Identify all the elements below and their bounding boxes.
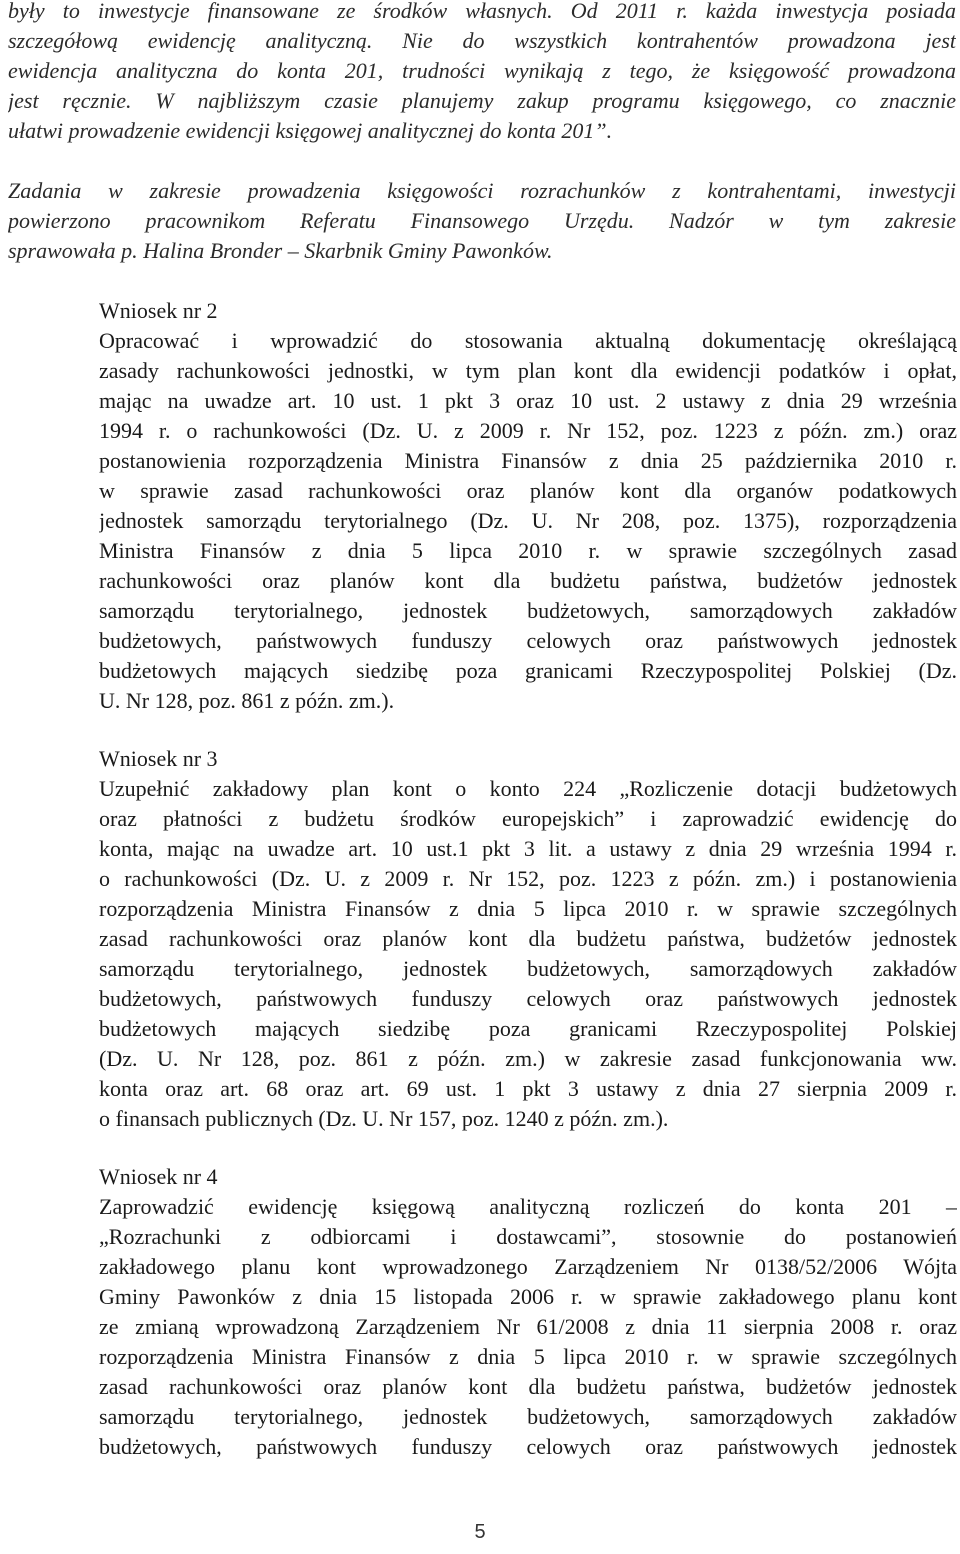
text-line: budżetowych, państwowych funduszy celowych oraz państwowych jednostek (99, 1434, 957, 1459)
text-line: budżetowych, państwowych funduszy celowych oraz państwowych jednostek (99, 986, 957, 1011)
text-line: były to inwestycje finansowane ze środków własnych. Od 2011 r. każda inwestycja posiada (8, 0, 956, 23)
text-line: mając na uwadze art. 10 ust. 1 pkt 3 oraz 10 ust. 2 ustawy z dnia 29 września (99, 388, 957, 413)
text-line: konta oraz art. 68 oraz art. 69 ust. 1 pkt 3 ustawy z dnia 27 sierpnia 2009 r. (99, 1076, 957, 1101)
text-line: samorządu terytorialnego, jednostek budżetowych, samorządowych zakładów (99, 598, 957, 623)
wniosek-4-heading: Wniosek nr 4 (99, 1164, 218, 1189)
text-line: ewidencja analityczna do konta 201, trudności wynikają z tego, że księgowość prowadzona (8, 58, 956, 83)
wniosek-3-section (99, 744, 957, 1134)
text-line: zakładowego planu kont wprowadzonego Zarządzeniem Nr 0138/52/2006 Wójta (99, 1254, 957, 1279)
text-line: samorządu terytorialnego, jednostek budżetowych, samorządowych zakładów (99, 1404, 957, 1429)
text-line: Zadania w zakresie prowadzenia księgowości rozrachunków z kontrahentami, inwestycji (8, 178, 956, 203)
text-line: budżetowych mających siedzibę poza granicami Rzeczypospolitej Polskiej (99, 1016, 957, 1041)
wniosek-2-heading: Wniosek nr 2 (99, 298, 218, 323)
text-line: o rachunkowości (Dz. U. z 2009 r. Nr 152, poz. 1223 z późn. zm.) i postanowienia (99, 866, 957, 891)
text-line: konta, mając na uwadze art. 10 ust.1 pkt 3 lit. a ustawy z dnia 29 września 1994 r. (99, 836, 957, 861)
wniosek-3-heading: Wniosek nr 3 (99, 746, 218, 771)
text-line: w sprawie zasad rachunkowości oraz planów kont dla organów podatkowych (99, 478, 957, 503)
text-line: (Dz. U. Nr 128, poz. 861 z późn. zm.) w zakresie zasad funkcjonowania ww. (99, 1046, 957, 1071)
text-line: ułatwi prowadzenie ewidencji księgowej analitycznej do konta 201”. (8, 118, 613, 143)
text-line: oraz płatności z budżetu środków europejskich” i zaprowadzić ewidencję do (99, 806, 957, 831)
wniosek-2-section (99, 296, 957, 716)
intro-paragraph (8, 0, 956, 146)
text-line: Ministra Finansów z dnia 5 lipca 2010 r. w sprawie szczególnych zasad (99, 538, 957, 563)
text-line: jednostek samorządu terytorialnego (Dz. U. Nr 208, poz. 1375), rozporządzenia (99, 508, 957, 533)
page-number: 5 (474, 1521, 486, 1543)
text-line: zasad rachunkowości oraz planów kont dla budżetu państwa, budżetów jednostek (99, 926, 957, 951)
text-line: U. Nr 128, poz. 861 z późn. zm.). (99, 688, 395, 713)
text-line: samorządu terytorialnego, jednostek budżetowych, samorządowych zakładów (99, 956, 957, 981)
text-line: powierzono pracownikom Referatu Finansowego Urzędu. Nadzór w tym zakresie (8, 208, 956, 233)
text-line: zasady rachunkowości jednostki, w tym plan kont dla ewidencji podatków i opłat, (99, 358, 957, 383)
text-line: budżetowych mających siedzibę poza granicami Rzeczypospolitej Polskiej (Dz. (99, 658, 957, 683)
text-line: 1994 r. o rachunkowości (Dz. U. z 2009 r. Nr 152, poz. 1223 z późn. zm.) oraz (99, 418, 957, 443)
zadania-paragraph (8, 176, 956, 266)
text-line: budżetowych, państwowych funduszy celowych oraz państwowych jednostek (99, 628, 957, 653)
text-line: rachunkowości oraz planów kont dla budżetu państwa, budżetów jednostek (99, 568, 957, 593)
text-line: postanowienia rozporządzenia Ministra Finansów z dnia 25 października 2010 r. (99, 448, 957, 473)
text-line: zasad rachunkowości oraz planów kont dla budżetu państwa, budżetów jednostek (99, 1374, 957, 1399)
text-line: sprawowała p. Halina Bronder – Skarbnik Gminy Pawonków. (8, 238, 553, 263)
text-line: szczegółową ewidencję analityczną. Nie do wszystkich kontrahentów prowadzona jest (8, 28, 956, 53)
text-line: Gminy Pawonków z dnia 15 listopada 2006 r. w sprawie zakładowego planu kont (99, 1284, 957, 1309)
wniosek-4-section (99, 1162, 957, 1462)
text-line: „Rozrachunki z odbiorcami i dostawcami”, stosownie do postanowień (99, 1224, 957, 1249)
text-line: o finansach publicznych (Dz. U. Nr 157, poz. 1240 z późn. zm.). (99, 1106, 669, 1131)
text-line: Opracować i wprowadzić do stosowania aktualną dokumentację określającą (99, 328, 957, 353)
text-line: rozporządzenia Ministra Finansów z dnia 5 lipca 2010 r. w sprawie szczególnych (99, 896, 957, 921)
text-line: rozporządzenia Ministra Finansów z dnia 5 lipca 2010 r. w sprawie szczególnych (99, 1344, 957, 1369)
text-line: jest ręcznie. W najbliższym czasie planujemy zakup programu księgowego, co znacznie (8, 88, 956, 113)
text-line: Uzupełnić zakładowy plan kont o konto 224 „Rozliczenie dotacji budżetowych (99, 776, 957, 801)
text-line: Zaprowadzić ewidencję księgową analityczną rozliczeń do konta 201 – (99, 1194, 957, 1219)
text-line: ze zmianą wprowadzoną Zarządzeniem Nr 61/2008 z dnia 11 sierpnia 2008 r. oraz (99, 1314, 957, 1339)
